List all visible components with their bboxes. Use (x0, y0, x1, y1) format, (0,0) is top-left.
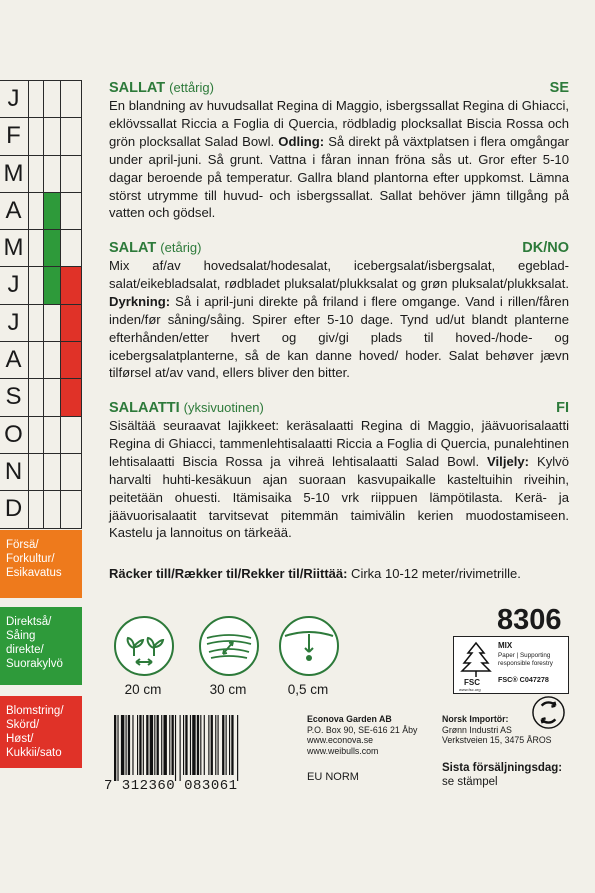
barcode-bar (117, 715, 118, 781)
section-dk-no (109, 240, 569, 382)
row-spacing-icon (199, 616, 259, 676)
barcode-bar (204, 715, 205, 775)
barcode-bar (126, 715, 127, 775)
barcode-bar (180, 715, 181, 781)
company-name: Econova Garden AB (307, 714, 392, 724)
barcode-bar (231, 715, 233, 775)
language-code: FI (556, 400, 569, 416)
month-row (0, 192, 82, 229)
month-letter: J (7, 271, 20, 299)
company-address: P.O. Box 90, SE-616 21 Åby (307, 724, 418, 735)
barcode-bar (154, 715, 155, 775)
section-body: Sisältää seuraavat lajikkeet: keräsalaatti Regina di Maggio, jäävuorisalaatti Regina di Ghiacci, tammenlehtisalaatti Riccia a Foglia di Quercia, punalehtinen lehtisalaatti Biscia Rossa ja vihreä lehtisalaatti Salad Bowl. Viljely: Kylvö harvalti huhti-kesäkuun ajan suoraan kasvupaikalle kasteltuihin riveihin, peitetään ohuesti. Itämisaika 5-10 vrk riippuen lämpötilasta. Kerä- ja jäävuorisalaatit tarvitsevat pitemmän taimivälin kerien muodostamiseen. Kastelu ja lannoitus on tärkeää. (109, 418, 570, 541)
fsc-label (453, 636, 569, 694)
legend-direct-sow: Direktså/ Såing direkte/ Suorakylvö (0, 607, 82, 685)
month-letter: J (7, 308, 20, 336)
month-row (0, 304, 82, 341)
month-row (0, 155, 82, 192)
last-sale-date: Sista försäljningsdag: se stämpel (442, 762, 563, 788)
harvest-bar (60, 267, 82, 303)
harvest-bar (60, 305, 82, 341)
month-row (0, 378, 82, 415)
direct-sow-bar (43, 230, 61, 266)
month-letter: A (5, 346, 22, 374)
row-spacing-label: 30 cm (209, 682, 247, 697)
fsc-site: www.fsc.org (459, 687, 481, 692)
harvest-bar (60, 342, 82, 378)
plant-spacing-icon (114, 616, 174, 676)
fsc-logo-text: FSC (464, 678, 480, 687)
barcode-number: 7 312360 083061 (104, 778, 238, 794)
sowing-depth-label: 0,5 cm (287, 682, 329, 697)
barcode-bar (146, 715, 148, 775)
barcode-bar (226, 715, 227, 775)
barcode-bar (218, 715, 219, 775)
month-letter: M (3, 234, 24, 262)
sowing-depth-icon (279, 616, 339, 676)
barcode-bar (175, 715, 176, 781)
barcode-bar (172, 715, 174, 775)
barcode-bar (143, 715, 144, 775)
barcode-bar (211, 715, 213, 775)
barcode-bar (237, 715, 238, 781)
barcode-bar (185, 715, 187, 775)
barcode-bar (192, 715, 195, 775)
barcode-bar (161, 715, 162, 775)
barcode-bar (157, 715, 159, 775)
barcode-bar (128, 715, 130, 775)
language-code: SE (549, 80, 569, 96)
company-web: www.weibulls.com (307, 745, 379, 756)
month-letter: N (4, 457, 23, 485)
barcode-bar (163, 715, 166, 775)
section-title: SALLAT (ettårig) (109, 80, 214, 96)
barcode-bar (208, 715, 209, 775)
article-number: 8306 (497, 604, 562, 636)
barcode-bar (132, 715, 133, 775)
eu-norm: EU NORM (307, 771, 359, 783)
harvest-bar (60, 379, 82, 415)
fsc-mix: MIX (498, 641, 513, 650)
month-row (0, 80, 82, 117)
importer-address: Verkstveien 15, 3475 ÅROS (442, 735, 552, 745)
barcode-bar (169, 715, 170, 775)
month-row (0, 341, 82, 378)
month-row (0, 490, 82, 528)
section-se (109, 80, 569, 222)
month-letter: M (3, 159, 24, 187)
legend-harvest: Blomstring/ Skörd/ Høst/ Kukkii/sato (0, 696, 82, 768)
barcode-bar (215, 715, 216, 775)
barcode-bar (183, 715, 184, 775)
importer-title: Norsk Importör: (442, 714, 509, 724)
section-body: Mix af/av hovedsalat/hodesalat, icebergsalat/isbergsalat, egeblad-salat/eikebladsalat, rødbladet pluksalat/plukksalat og grøn pluksalat/plukksalat. Dyrkning: Så i april-juni direkte på friland i flere omgange. Vand i rillen/fåren inden/før såning/såing. Spirer efter 5-10 dage. Tynd ud/ut blandt planterne efterhånden/etter hvert og giv/gi plads til hoved-/hode- og icebergsalatplanterne, så de kan danne hoved/ hoder. Salat behøver jævn tilførsel at/av vand, ellers bliver den bitter. (109, 258, 569, 381)
month-row (0, 266, 82, 303)
month-row (0, 117, 82, 154)
direct-sow-bar (43, 193, 61, 229)
coverage-text: Räcker till/Rækker til/Rekker til/Riittää: Cirka 10-12 meter/rivimetrille. (109, 566, 521, 581)
barcode-bar (121, 715, 124, 775)
section-body: En blandning av huvudsallat Regina di Maggio, isbergssallat Regina di Ghiacci, eklövssallat Riccia a Foglia di Quercia, rödbladig plocksallat Biscia Rossa och grön plocksallat Salad Bowl. Odling: Så direkt på växtplatsen i flera omgångar under april-juni. Så grunt. Vattna i fåran innan fröna sås ut. Gror efter 5-10 dagar beroende på temperatur. Gallra bland plantorna efter uppkomst. Lämna störst utrymme till huvud- och isbergssallat. Sallat behöver jämn tillgång på vatten och gödsel. (109, 98, 569, 221)
month-row (0, 229, 82, 266)
barcode-bar (137, 715, 138, 775)
company-info (307, 714, 417, 756)
plant-spacing-label: 20 cm (124, 682, 162, 697)
month-letter: S (5, 383, 22, 411)
barcode-bar (139, 715, 141, 775)
fsc-code: FSC® C047278 (498, 675, 549, 684)
fsc-desc: Paper | Supporting responsible forestry (498, 652, 553, 667)
section-fi (109, 400, 569, 542)
barcode-bar (190, 715, 191, 775)
legend-sow-indoors: Försä/ Forkultur/ Esikavatus (0, 530, 82, 598)
month-letter: O (4, 420, 23, 448)
language-code: DK/NO (522, 240, 569, 256)
recycle-icon (531, 695, 566, 730)
month-row (0, 453, 82, 490)
company-web: www.econova.se (307, 735, 374, 745)
barcode-bar (229, 715, 230, 775)
direct-sow-bar (43, 267, 61, 303)
barcode-bar (150, 715, 153, 775)
sowing-calendar (0, 80, 82, 529)
month-letter: D (4, 495, 23, 523)
barcode-bar (197, 715, 199, 775)
section-title: SALAATTI (yksivuotinen) (109, 400, 264, 416)
month-letter: F (6, 122, 21, 150)
barcode (110, 715, 296, 783)
barcode-bar (200, 715, 201, 775)
month-row (0, 416, 82, 453)
section-title: SALAT (etårig) (109, 240, 202, 256)
barcode-bar (222, 715, 224, 775)
barcode-bar (114, 715, 116, 781)
importer-name: Grønn Industri AS (442, 724, 512, 735)
month-letter: A (5, 196, 22, 224)
month-letter: J (7, 85, 20, 112)
